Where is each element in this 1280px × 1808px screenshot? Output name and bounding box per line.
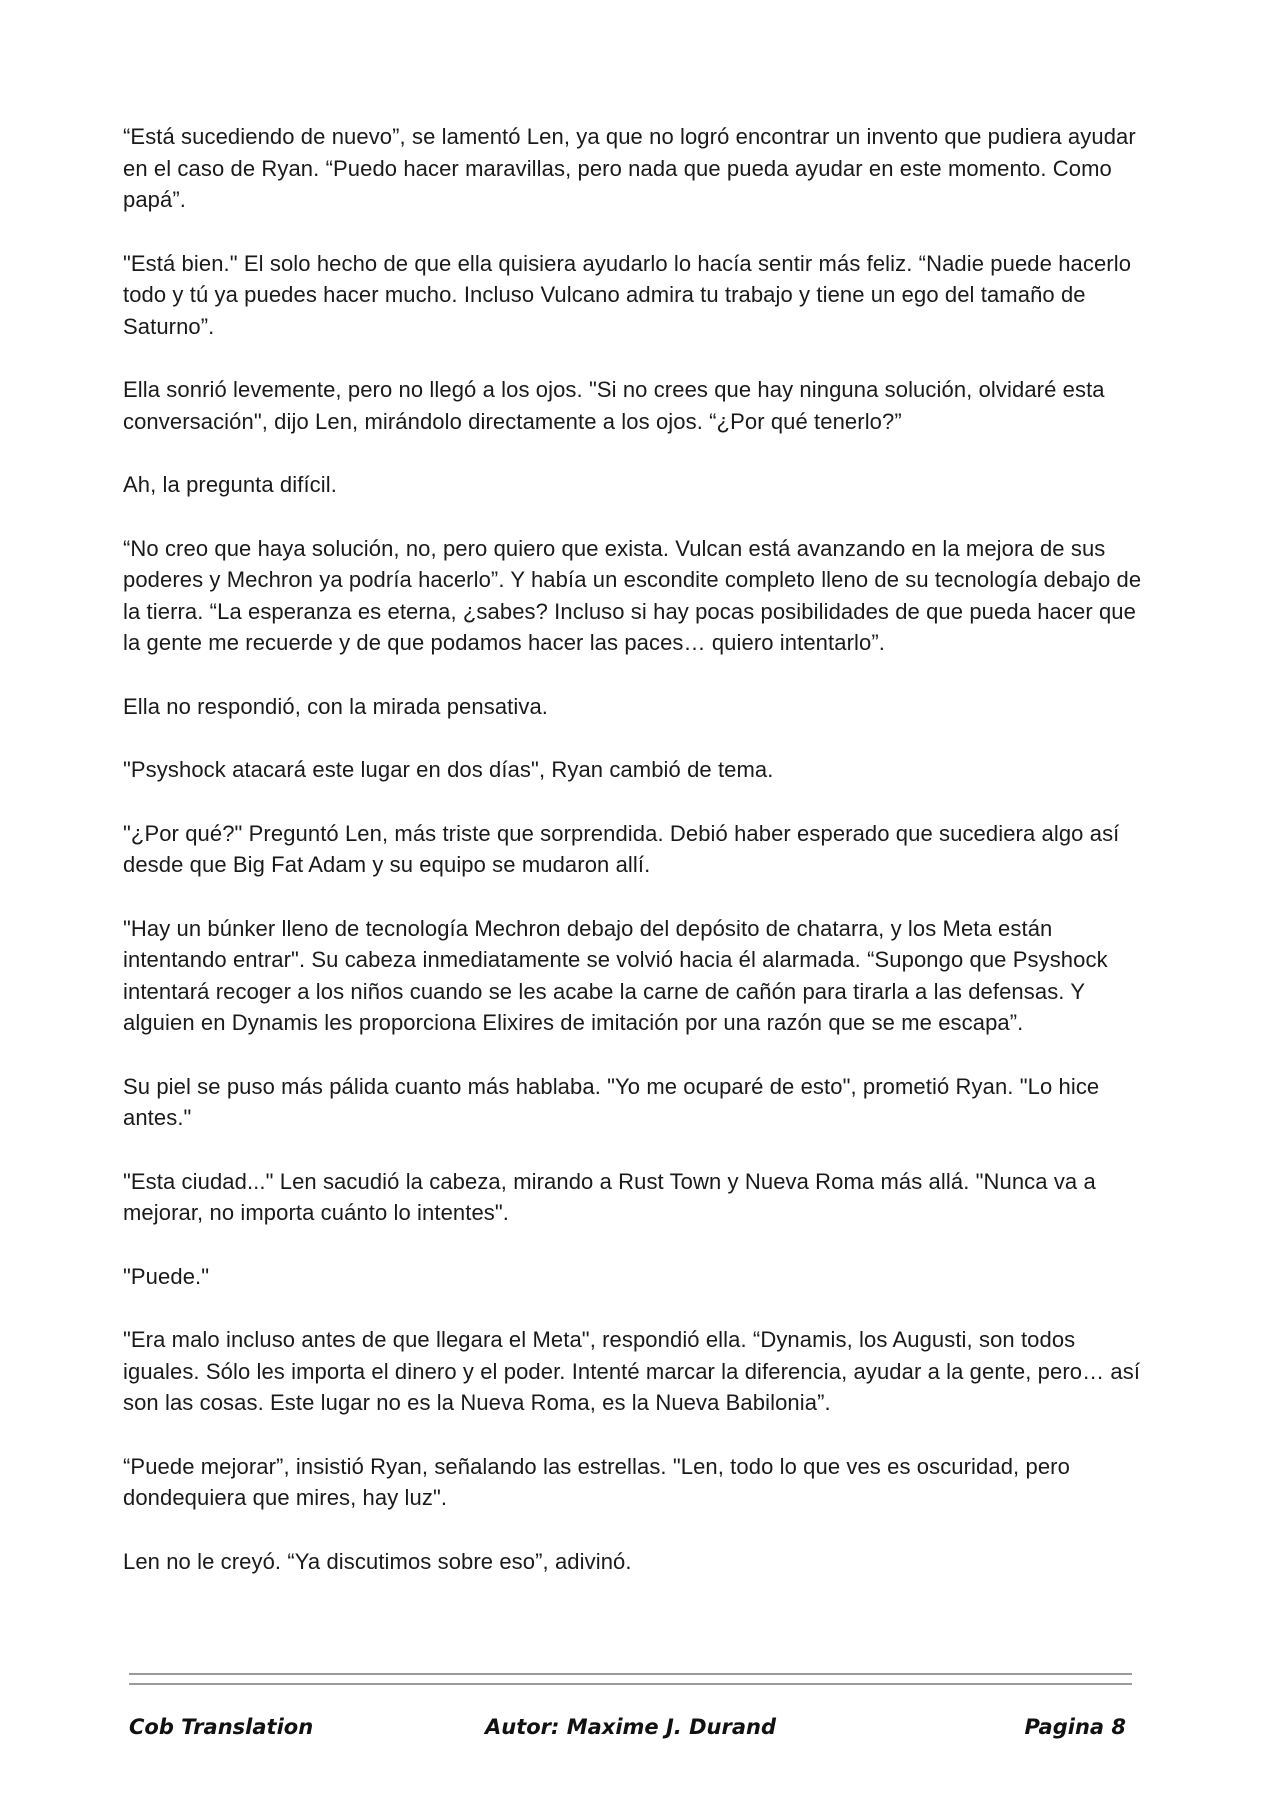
paragraph-2: "Está bien." El solo hecho de que ella quisiera ayudarlo lo hacía sentir más feliz. “Nadie puede hacerlo todo y tú ya puedes hacer mucho. Incluso Vulcano admira tu trabajo y tiene un ego del tamaño de Saturno”. — [123, 250, 1132, 339]
footer-translator: Cob Translation — [129, 1715, 314, 1739]
paragraph-4: Ah, la pregunta difícil. — [123, 472, 337, 497]
paragraph-9: "Hay un búnker lleno de tecnología Mechron debajo del depósito de chatarra, y los Meta están intentando entrar". Su cabeza inmediatamente se volvió hacia él alarmada. “Supongo que Psyshock intentará recoger a los niños cuando se les acabe la carne de cañón para tirarla a las defensas. Y alguien en Dynamis les proporciona Elixires de imitación por una razón que se me escapa”. — [123, 915, 1108, 1035]
paragraph-10: Su piel se puso más pálida cuanto más hablaba. "Yo me ocuparé de esto", prometió Ryan. "Lo hice antes." — [123, 1073, 1100, 1130]
paragraph-3: Ella sonrió levemente, pero no llegó a los ojos. "Si no crees que hay ninguna solución, olvidaré esta conversación", dijo Len, mirándolo directamente a los ojos. “¿Por qué tenerlo?” — [123, 377, 1105, 434]
footer-divider-bottom — [129, 1683, 1132, 1685]
paragraph-12: "Puede." — [123, 1263, 210, 1289]
footer-author: Autor: Maxime J. Durand — [485, 1715, 776, 1739]
paragraph-7: "Psyshock atacará este lugar en dos días", Ryan cambió de tema. — [123, 757, 774, 782]
paragraph-14: “Puede mejorar”, insistió Ryan, señalando las estrellas. "Len, todo lo que ves es oscuridad, pero dondequiera que mires, hay luz". — [123, 1453, 1070, 1510]
paragraph-5: “No creo que haya solución, no, pero quiero que exista. Vulcan está avanzando en la mejora de sus poderes y Mechron ya podría hacerlo”. Y había un escondite completo lleno de su tecnología debajo de la tierra. “La esperanza es eterna, ¿sabes? Incluso si hay pocas posibilidades de que pueda hacer que la gente me recuerde y de que podamos hacer las paces… quiero intentarlo”. — [123, 535, 1142, 655]
footer-page-number: Pagina 8 — [1024, 1715, 1126, 1739]
body-text — [123, 121, 1143, 1609]
paragraph-1: “Está sucediendo de nuevo”, se lamentó Len, ya que no logró encontrar un invento que pudiera ayudar en el caso de Ryan. “Puedo hacer maravillas, pero nada que pueda ayudar en este momento. Como papá”. — [123, 124, 1136, 212]
paragraph-8: "¿Por qué?" Preguntó Len, más triste que sorprendida. Debió haber esperado que sucediera algo así desde que Big Fat Adam y su equipo se mudaron allí. — [123, 820, 1120, 877]
paragraph-6: Ella no respondió, con la mirada pensativa. — [123, 693, 548, 719]
paragraph-15: Len no le creyó. “Ya discutimos sobre eso”, adivinó. — [123, 1548, 632, 1574]
paragraph-13: "Era malo incluso antes de que llegara el Meta", respondió ella. “Dynamis, los Augusti, son todos iguales. Sólo les importa el dinero y el poder. Intenté marcar la diferencia, ayudar a la gente, pero… así son las cosas. Este lugar no es la Nueva Roma, es la Nueva Babilonia”. — [123, 1327, 1141, 1415]
footer-divider-top — [129, 1673, 1132, 1675]
page-footer — [129, 1715, 1132, 1747]
paragraph-11: "Esta ciudad..." Len sacudió la cabeza, mirando a Rust Town y Nueva Roma más allá. "Nunca va a mejorar, no importa cuánto lo intentes". — [123, 1168, 1096, 1225]
